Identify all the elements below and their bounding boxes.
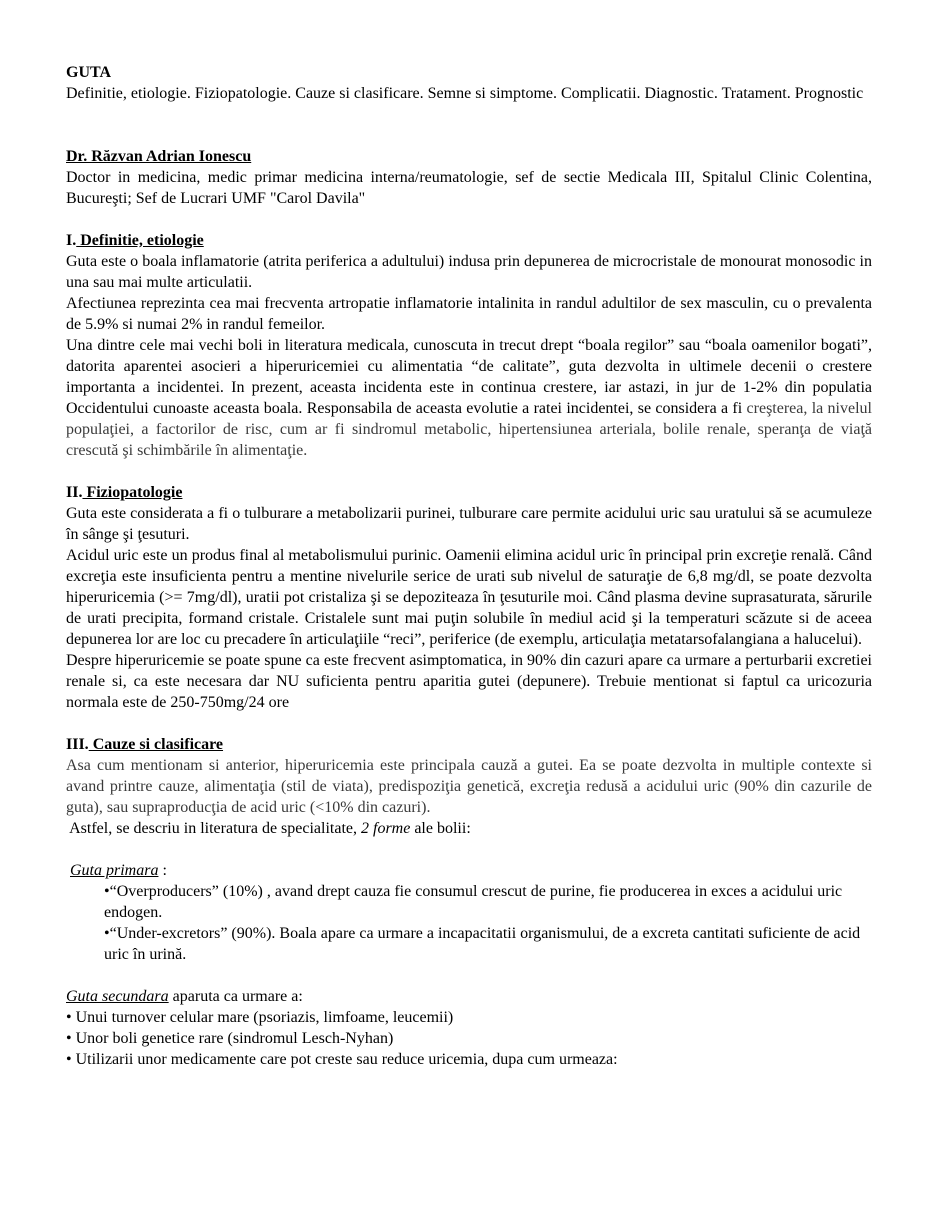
guta-primara-heading: [66, 860, 872, 881]
guta-primara-label: Guta primara: [70, 862, 159, 879]
section-1-paragraph-1: Guta este o boala inflamatorie (atrita periferica a adultului) indusa prin depunerea de microcristale de monourat monosodic in una sau mai multe articulatii.: [66, 253, 872, 291]
section-2-number: II.: [66, 484, 83, 501]
section-1-title: Definitie, etiologie: [76, 232, 204, 249]
section-2-paragraph-3: Despre hiperuricemie se poate spune ca este frecvent asimptomatica, in 90% din cazuri apare ca urmare a perturbarii excretiei renale si, ca este necesara dar NU suficienta pentru aparitia gutei (depunere). Trebuie mentionat si faptul ca uricozuria normala este de 250-750mg/24 ore: [66, 652, 872, 711]
section-1-paragraph-3: [66, 335, 872, 461]
section-3-forms-count: 2 forme: [361, 820, 411, 837]
section-2-paragraph-2: Acidul uric este un produs final al metabolismului purinic. Oamenii elimina acidul uric în principal prin excreţie renală. Când excreţia este insuficienta pentru a mentine nivelurile serice de urati sub nivelul de saturaţie de 6,8 mg/dl, se poate dezvolta hiperuricemia (>= 7mg/dl), uratii pot cristaliza şi se depoziteaza în ţesuturile moi. Când plasma devine suprasaturata, sărurile de urati precipita, formand cristale. Cristalele sunt mai puţin solubile în mediul acid şi la temperaturi scăzute si de aceea depunerea lor are loc cu precadere în articulaţiile “reci”, periferice (de exemplu, articulaţia metatarsofalangiana a halucelui).: [66, 547, 872, 648]
section-3-paragraph-2: [66, 818, 872, 839]
guta-secundara-suffix: aparuta ca urmare a:: [168, 988, 303, 1005]
author-name: Dr. Răzvan Adrian Ionescu: [66, 148, 252, 165]
doc-subtitle: Definitie, etiologie. Fiziopatologie. Cauze si clasificare. Semne si simptome. Complicatii. Diagnostic. Tratament. Prognostic: [66, 85, 864, 102]
section-1-heading: [66, 230, 872, 251]
guta-secundara-label: Guta secundara: [66, 988, 169, 1005]
section-1-paragraph-2: Afectiunea reprezinta cea mai frecventa artropatie inflamatorie intalinita in randul adultilor de sex masculin, cu o prevalenta de 5.9% si numai 2% in randul femeilor.: [66, 295, 872, 333]
section-1-paragraph-3b: creşterea, la nivelul populaţiei, a factorilor de risc, cum ar fi sindromul metabolic, hipertensiunea arteriala, bolile renale, speranţa de viaţă crescută şi schimbările în alimentaţie.: [66, 400, 872, 459]
guta-primara-suffix: :: [158, 862, 167, 879]
list-item: •“Overproducers” (10%) , avand drept cauza fie consumul crescut de purine, fie producerea in exces a acidului uric endogen.: [104, 883, 843, 921]
section-3-paragraph-2c: ale bolii:: [410, 820, 471, 837]
doc-title: GUTA: [66, 64, 112, 81]
section-3-title: Cauze si clasificare: [88, 736, 224, 753]
guta-secundara-list: [66, 1007, 872, 1070]
section-2-heading: [66, 482, 872, 503]
section-3-number: III.: [66, 736, 89, 753]
author-description: Doctor in medicina, medic primar medicina interna/reumatologie, sef de sectie Medicala III, Spitalul Clinic Colentina, Bucureşti; Sef de Lucrari UMF "Carol Davila": [66, 169, 872, 207]
section-2-title: Fiziopatologie: [82, 484, 183, 501]
section-3-paragraph-1: Asa cum mentionam si anterior, hiperuricemia este principala cauză a gutei. Ea se poate dezvolta in multiple contexte si avand printre cauze, alimentaţia (stil de viata), predispoziţia genetică, excreţia redusă a acidului uric (90% din cazurile de guta), sau supraproducţia de acid uric (<10% din cazuri).: [66, 757, 872, 816]
list-item: • Unor boli genetice rare (sindromul Lesch-Nyhan): [66, 1030, 394, 1047]
list-item: • Utilizarii unor medicamente care pot creste sau reduce uricemia, dupa cum urmeaza:: [66, 1051, 618, 1068]
section-3-paragraph-2a: Astfel, se descriu in literatura de specialitate,: [66, 820, 361, 837]
guta-secundara-heading: [66, 986, 872, 1007]
section-3-heading: [66, 734, 872, 755]
section-2-paragraph-1: Guta este considerata a fi o tulburare a metabolizarii purinei, tulburare care permite acidului uric sau uratului să se acumuleze în sânge şi ţesuturi.: [66, 505, 872, 543]
list-item: •“Under-excretors” (90%). Boala apare ca urmare a incapacitatii organismului, de a excreta cantitati suficiente de acid uric în urină.: [104, 925, 861, 963]
list-item: • Unui turnover celular mare (psoriazis, limfoame, leucemii): [66, 1009, 454, 1026]
guta-primara-list: [66, 881, 872, 965]
section-1-paragraph-3a: Una dintre cele mai vechi boli in literatura medicala, cunoscuta in trecut drept “boala regilor” sau “boala oamenilor bogati”, datorita aparentei asocieri a hiperuricemiei cu alimentatia “de calitate”, guta dezvolta in ultimele decenii o crestere importanta a incidentei. In prezent, aceasta incidenta este in continua crestere, iar astazi, in jur de 1-2% din populatia Occidentului cunoaste aceasta boala. Responsabila de aceasta evolutie a ratei incidentei, se considera a fi: [66, 337, 872, 417]
document-page: [66, 62, 872, 1070]
section-1-number: I.: [66, 232, 77, 249]
